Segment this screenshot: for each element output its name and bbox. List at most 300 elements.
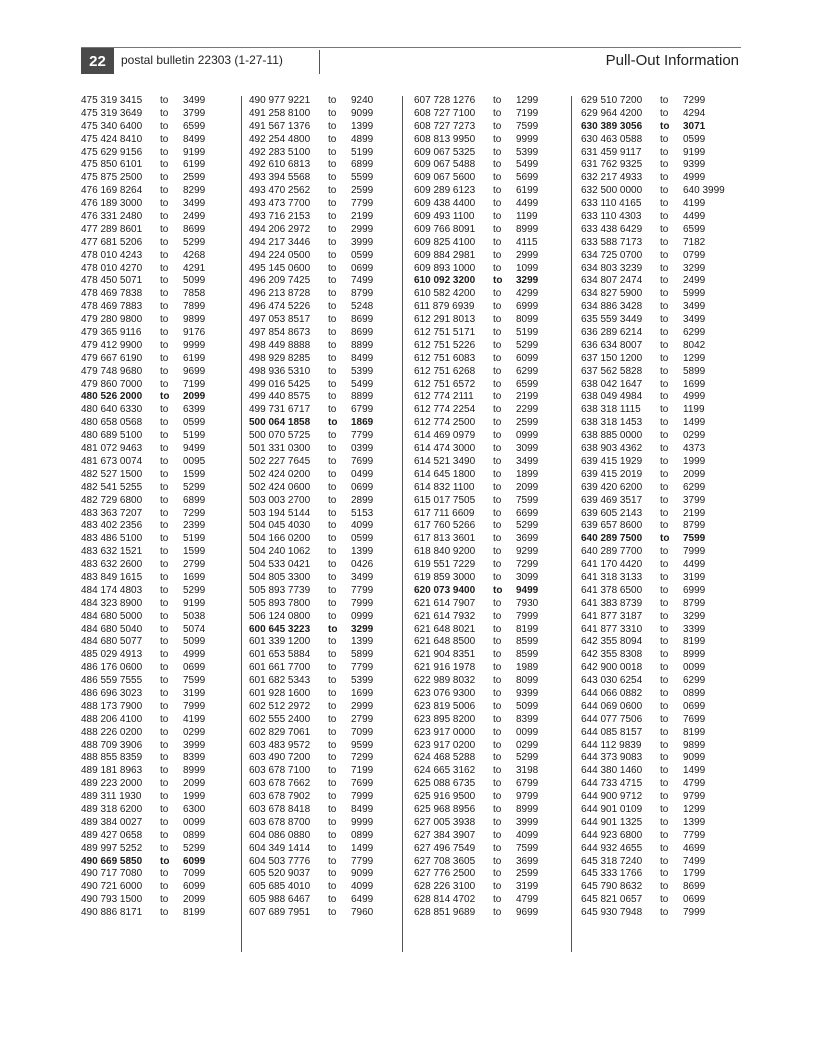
range-end: 4999 [683,172,706,184]
range-end: 9899 [183,314,206,326]
range-to: to [328,365,337,377]
range-to: to [328,288,337,300]
table-row [414,907,579,920]
table-row [414,881,579,894]
range-end: 2099 [516,481,539,493]
range-start: 639 420 6200 [581,481,643,493]
table-row [581,752,746,765]
range-end: 4115 [516,236,538,248]
range-end: 2599 [516,417,539,429]
range-to: to [660,623,669,635]
range-to: to [160,288,169,300]
range-end: 9199 [183,146,206,158]
range-end: 0426 [351,559,374,571]
table-row [81,662,246,675]
table-row [249,752,414,765]
range-start: 621 648 8021 [414,623,476,635]
table-row [81,314,246,327]
table-row [81,327,246,340]
range-end: 7599 [183,675,206,687]
range-start: 483 849 1615 [81,571,143,583]
range-start: 501 331 0300 [249,443,311,455]
range-end: 7999 [683,907,706,919]
table-row [581,482,746,495]
range-to: to [660,107,669,119]
range-to: to [328,391,337,403]
table-row [414,894,579,907]
range-start: 634 827 5900 [581,288,643,300]
range-start: 476 331 2480 [81,211,143,223]
table-row [81,843,246,856]
range-end: 8799 [351,288,374,300]
range-to: to [160,597,169,609]
range-to: to [328,262,337,274]
range-to: to [660,559,669,571]
range-to: to [493,765,502,777]
range-start: 619 551 7229 [414,559,476,571]
range-to: to [160,907,169,919]
table-row [249,340,414,353]
range-end: 5399 [351,675,374,687]
range-start: 497 854 8673 [249,327,311,339]
range-start: 625 916 9500 [414,791,476,803]
range-end: 6199 [516,185,539,197]
table-row [581,765,746,778]
table-row [414,379,579,392]
range-start: 623 076 9300 [414,687,476,699]
range-end: 4999 [683,391,706,403]
range-start: 639 469 3517 [581,494,643,506]
range-start: 499 440 8575 [249,391,311,403]
range-to: to [493,223,502,235]
range-start: 482 729 6800 [81,494,143,506]
table-row [581,727,746,740]
range-to: to [328,881,337,893]
range-end: 1199 [683,404,705,416]
range-start: 617 813 3601 [414,533,476,545]
range-end: 4499 [683,559,706,571]
range-to: to [328,907,337,919]
range-to: to [660,662,669,674]
range-end: 8999 [516,803,539,815]
table-row [581,379,746,392]
range-end: 1699 [683,378,706,390]
table-row [414,817,579,830]
range-to: to [660,507,669,519]
range-to: to [160,829,169,841]
range-to: to [493,675,502,687]
header-divider [319,50,320,74]
range-start: 634 886 3428 [581,301,643,313]
table-row [249,765,414,778]
range-start: 609 766 8091 [414,223,476,235]
range-end: 1999 [183,791,206,803]
range-start: 638 885 0000 [581,430,643,442]
range-start: 636 289 6214 [581,327,643,339]
range-start: 617 711 6609 [414,507,475,519]
range-start: 624 665 3162 [414,765,476,777]
range-to: to [660,301,669,313]
range-start: 480 658 0568 [81,417,143,429]
range-start: 625 088 6735 [414,778,476,790]
range-start: 615 017 7505 [414,494,476,506]
range-start: 478 010 4243 [81,249,143,261]
range-to: to [493,881,502,893]
range-end: 7499 [683,855,706,867]
range-to: to [160,752,169,764]
range-to: to [493,533,502,545]
table-row [414,327,579,340]
range-start: 490 717 7080 [81,868,143,880]
range-start: 475 340 6400 [81,120,143,132]
range-start: 609 893 1000 [414,262,476,274]
table-row [81,495,246,508]
range-to: to [328,803,337,815]
table-row [249,379,414,392]
table-row [414,714,579,727]
range-end: 9199 [183,597,206,609]
range-end: 8199 [683,726,706,738]
range-end: 4899 [351,133,374,145]
range-to: to [493,211,502,223]
range-end: 0099 [683,662,706,674]
table-row [581,856,746,869]
table-row [81,147,246,160]
range-to: to [160,687,169,699]
range-start: 644 066 0882 [581,687,643,699]
table-row [81,752,246,765]
table-row [249,804,414,817]
table-row [581,740,746,753]
range-to: to [660,520,669,532]
table-row [249,288,414,301]
range-end: 6599 [516,378,539,390]
range-to: to [160,803,169,815]
range-to: to [660,133,669,145]
range-start: 632 217 4933 [581,172,643,184]
table-row [581,353,746,366]
range-to: to [160,198,169,210]
range-start: 638 318 1453 [581,417,643,429]
range-end: 0699 [183,662,206,674]
table-row [249,559,414,572]
range-start: 614 832 1100 [414,481,475,493]
range-start: 603 678 7100 [249,765,311,777]
table-row [81,868,246,881]
range-to: to [328,352,337,364]
range-to: to [493,107,502,119]
range-start: 496 213 8728 [249,288,311,300]
range-start: 475 319 3415 [81,95,143,106]
range-end: 3499 [516,455,539,467]
table-row [414,585,579,598]
range-end: 5099 [183,275,206,287]
table-row [249,533,414,546]
range-start: 475 319 3649 [81,107,143,119]
range-start: 644 085 8157 [581,726,643,738]
range-to: to [328,533,337,545]
range-end: 6299 [683,481,706,493]
range-end: 3199 [683,571,706,583]
range-start: 475 875 2500 [81,172,143,184]
table-row [249,714,414,727]
table-row [249,95,414,108]
range-end: 3499 [683,314,706,326]
range-end: 8099 [516,675,539,687]
range-start: 630 463 0588 [581,133,643,145]
range-start: 627 776 2500 [414,868,476,880]
range-to: to [493,352,502,364]
range-start: 643 030 6254 [581,675,643,687]
range-end: 0699 [351,481,374,493]
range-end: 6299 [516,365,539,377]
range-end: 9799 [683,791,706,803]
table-row [249,495,414,508]
range-start: 476 169 8264 [81,185,143,197]
range-start: 614 645 1800 [414,468,476,480]
range-start: 475 850 6101 [81,159,143,171]
range-to: to [660,352,669,364]
range-start: 486 696 3023 [81,687,143,699]
range-to: to [493,339,502,351]
range-to: to [493,404,502,416]
range-to: to [160,868,169,880]
range-to: to [660,894,669,906]
range-end: 2499 [683,275,706,287]
range-to: to [660,842,669,854]
range-end: 2499 [183,211,206,223]
range-start: 638 318 1115 [581,404,641,416]
range-to: to [660,597,669,609]
table-row [581,275,746,288]
range-start: 489 427 0658 [81,829,143,841]
range-end: 3999 [351,236,374,248]
range-start: 480 640 6330 [81,404,143,416]
range-start: 493 473 7700 [249,198,311,210]
range-to: to [660,443,669,455]
range-end: 6299 [683,675,706,687]
range-end: 3199 [516,881,539,893]
range-to: to [328,816,337,828]
table-row [581,198,746,211]
table-row [581,508,746,521]
range-to: to [328,546,337,558]
range-start: 610 582 4200 [414,288,476,300]
range-to: to [660,146,669,158]
table-row [249,237,414,250]
range-start: 612 751 6572 [414,378,476,390]
range-end: 7299 [351,752,374,764]
range-to: to [328,107,337,119]
range-end: 5699 [516,172,539,184]
range-start: 484 680 5000 [81,610,143,622]
range-to: to [660,868,669,880]
range-end: 7999 [351,597,374,609]
range-end: 0899 [351,829,374,841]
range-to: to [493,417,502,429]
range-start: 479 412 9900 [81,339,143,351]
range-end: 7799 [351,855,374,867]
range-start: 628 814 4702 [414,894,476,906]
range-end: 9699 [516,907,539,919]
column-2 [249,95,414,920]
range-end: 9699 [183,365,206,377]
range-end: 0499 [351,468,374,480]
range-to: to [328,765,337,777]
range-start: 492 254 4800 [249,133,311,145]
range-to: to [493,378,502,390]
range-start: 488 855 8359 [81,752,143,764]
range-end: 5599 [351,172,374,184]
table-row [249,572,414,585]
range-end: 2399 [183,520,206,532]
table-row [249,662,414,675]
range-end: 6999 [516,301,539,313]
range-to: to [160,455,169,467]
range-start: 504 166 0200 [249,533,311,545]
range-to: to [160,778,169,790]
range-start: 489 223 2000 [81,778,143,790]
range-end: 4268 [183,249,206,261]
range-start: 484 174 4803 [81,584,143,596]
table-row [81,404,246,417]
range-end: 0599 [351,249,374,261]
table-row [81,185,246,198]
range-end: 3399 [683,623,706,635]
table-row [581,224,746,237]
range-end: 8699 [183,223,206,235]
range-to: to [160,584,169,596]
range-start: 498 929 8285 [249,352,311,364]
range-end: 9399 [683,159,706,171]
range-to: to [328,95,337,106]
range-to: to [660,288,669,300]
range-end: 7899 [183,301,206,313]
table-row [581,108,746,121]
table-row [414,752,579,765]
range-start: 483 363 7207 [81,507,143,519]
range-start: 493 394 5568 [249,172,311,184]
range-start: 477 681 5206 [81,236,143,248]
range-start: 488 709 3906 [81,739,143,751]
range-start: 639 657 8600 [581,520,643,532]
range-end: 8099 [516,314,539,326]
range-end: 2999 [351,223,374,235]
range-end: 2799 [183,559,206,571]
table-row [414,688,579,701]
table-row [581,714,746,727]
table-row [581,159,746,172]
table-row [81,211,246,224]
range-to: to [493,520,502,532]
range-start: 637 562 5828 [581,365,643,377]
table-row [249,843,414,856]
table-row [581,546,746,559]
range-end: 7199 [516,107,539,119]
range-start: 605 685 4010 [249,881,311,893]
range-end: 0599 [183,417,206,429]
range-end: 9399 [516,687,539,699]
range-to: to [328,249,337,261]
range-start: 619 859 3000 [414,571,476,583]
table-row [249,817,414,830]
range-to: to [160,120,169,132]
range-start: 621 648 8500 [414,636,476,648]
range-to: to [493,791,502,803]
range-to: to [160,430,169,442]
range-to: to [160,417,169,429]
range-to: to [493,468,502,480]
table-row [414,469,579,482]
range-to: to [493,907,502,919]
range-start: 504 805 3300 [249,571,311,583]
table-row [249,585,414,598]
table-row [81,817,246,830]
range-end: 7099 [351,726,374,738]
range-end: 1299 [516,95,539,106]
table-row [414,662,579,675]
table-row [249,598,414,611]
range-end: 0099 [183,816,206,828]
range-end: 1989 [516,662,539,674]
range-start: 482 527 1500 [81,468,143,480]
range-end: 2899 [351,494,374,506]
range-end: 6399 [183,404,206,416]
table-row [581,894,746,907]
range-start: 623 917 0200 [414,739,476,751]
range-start: 479 667 6190 [81,352,143,364]
range-end: 3099 [516,571,539,583]
range-end: 7799 [351,198,374,210]
range-start: 629 964 4200 [581,107,643,119]
range-start: 602 512 2972 [249,700,311,712]
range-start: 600 645 3223 [249,623,311,635]
range-to: to [328,430,337,442]
range-start: 639 415 1929 [581,455,643,467]
range-to: to [160,327,169,339]
range-start: 644 733 4715 [581,778,643,790]
table-row [81,881,246,894]
table-row [81,224,246,237]
range-end: 9599 [351,739,374,751]
table-row [581,804,746,817]
range-end: 5299 [183,481,206,493]
table-row [249,508,414,521]
range-start: 623 917 0000 [414,726,476,738]
range-start: 628 226 3100 [414,881,476,893]
range-start: 609 493 1100 [414,211,475,223]
table-row [581,495,746,508]
table-row [249,263,414,276]
table-row [81,701,246,714]
range-to: to [328,894,337,906]
range-start: 639 415 2019 [581,468,643,480]
range-end: 8199 [516,623,539,635]
range-end: 2299 [516,404,539,416]
range-start: 638 042 1647 [581,378,643,390]
range-start: 638 903 4362 [581,443,643,455]
table-row [414,108,579,121]
range-end: 1599 [183,468,206,480]
range-start: 641 318 3133 [581,571,643,583]
range-end: 7299 [183,507,206,519]
table-row [581,443,746,456]
range-to: to [493,249,502,261]
range-end: 3799 [683,494,706,506]
table-row [249,456,414,469]
table-row [581,417,746,430]
range-start: 611 879 6939 [414,301,475,313]
